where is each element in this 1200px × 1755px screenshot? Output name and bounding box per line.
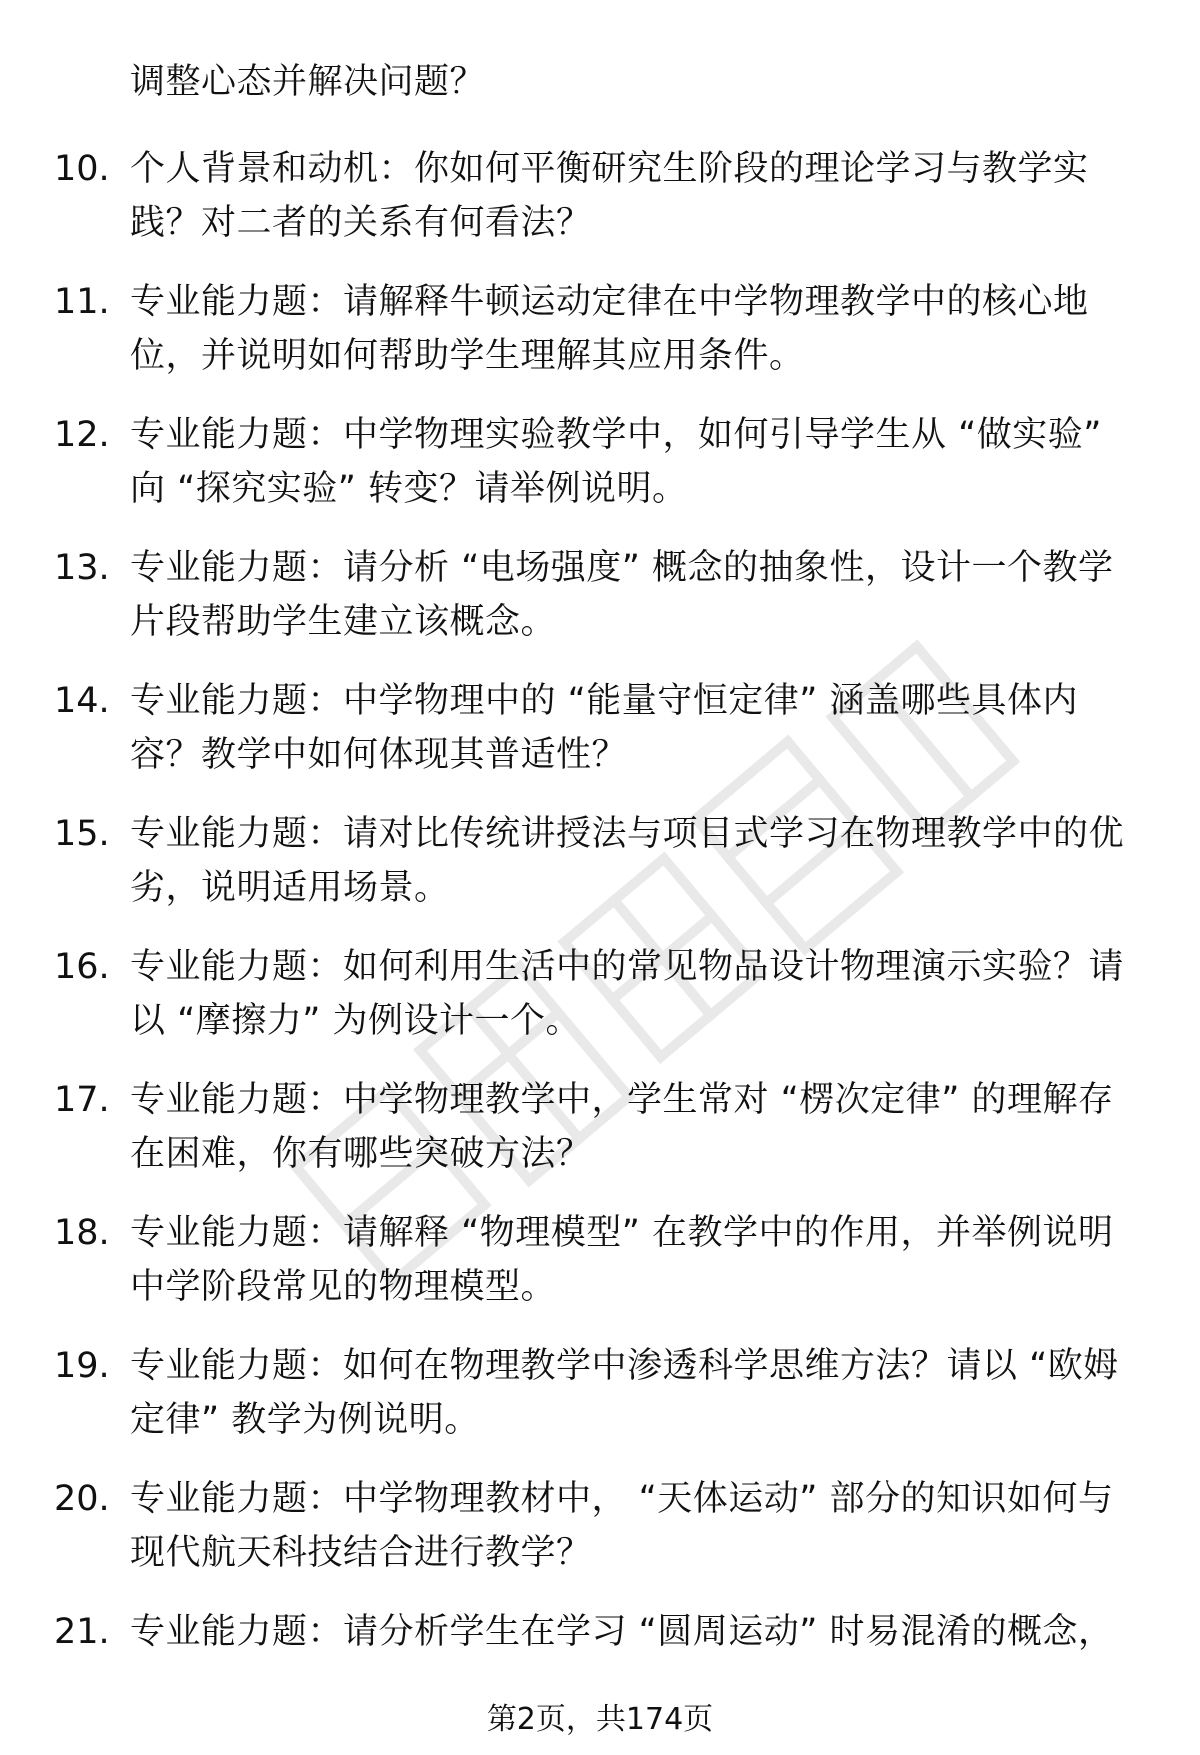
question-item — [0, 1206, 1200, 1339]
question-text: 专业能力题：请分析学生在学习 “圆周运动” 时易混淆的概念， — [130, 1612, 1114, 1652]
question-text: 专业能力题：中学物理中的 “能量守恒定律” 涵盖哪些具体内容？教学中如何体现其普适性？ — [130, 681, 1079, 775]
question-text: 专业能力题：请解释 “物理模型” 在教学中的作用，并举例说明中学阶段常见的物理模型。 — [130, 1213, 1114, 1307]
question-text: 专业能力题：请对比传统讲授法与项目式学习在物理教学中的优劣，说明适用场景。 — [130, 814, 1125, 908]
question-number: 14. — [54, 681, 110, 721]
question-number: 20. — [54, 1479, 110, 1519]
question-number: 13. — [54, 548, 110, 588]
question-item — [0, 142, 1200, 275]
question-item — [0, 940, 1200, 1073]
question-number: 11. — [54, 282, 110, 322]
question-text: 专业能力题：如何在物理教学中渗透科学思维方法？请以 “欧姆定律” 教学为例说明。 — [130, 1346, 1119, 1440]
question-item — [0, 275, 1200, 408]
question-text: 专业能力题：请分析 “电场强度” 概念的抽象性，设计一个教学片段帮助学生建立该概念。 — [130, 548, 1114, 642]
question-number: 16. — [54, 947, 110, 987]
question-item — [0, 674, 1200, 807]
question-item — [0, 408, 1200, 541]
question-number: 19. — [54, 1346, 110, 1386]
question-number: 17. — [54, 1080, 110, 1120]
question-item — [0, 1073, 1200, 1206]
question-text: 专业能力题：中学物理教学中，学生常对 “楞次定律” 的理解存在困难，你有哪些突破方法？ — [130, 1080, 1114, 1174]
question-number: 15. — [54, 814, 110, 854]
question-item — [0, 1472, 1200, 1605]
question-item — [0, 541, 1200, 674]
question-text: 专业能力题：中学物理教材中， “天体运动” 部分的知识如何与现代航天科技结合进行教学？ — [130, 1479, 1114, 1573]
intro-line: 调整心态并解决问题？ — [130, 62, 486, 102]
page-footer: 第2页，共174页 — [486, 1702, 714, 1737]
question-number: 21. — [54, 1612, 110, 1652]
question-number: 18. — [54, 1213, 110, 1253]
question-text: 专业能力题：如何利用生活中的常见物品设计物理演示实验？请以 “摩擦力” 为例设计一个。 — [130, 947, 1125, 1041]
question-number: 12. — [54, 415, 110, 455]
question-text: 专业能力题：中学物理实验教学中，如何引导学生从 “做实验” 向 “探究实验” 转变？请举例说明。 — [130, 415, 1102, 509]
question-text: 个人背景和动机：你如何平衡研究生阶段的理论学习与教学实践？对二者的关系有何看法？ — [130, 149, 1089, 243]
question-number: 10. — [54, 149, 110, 189]
question-item — [0, 807, 1200, 940]
question-list — [0, 142, 1200, 1738]
question-text: 专业能力题：请解释牛顿运动定律在中学物理教学中的核心地位，并说明如何帮助学生理解其应用条件。 — [130, 282, 1089, 376]
question-item — [0, 1339, 1200, 1472]
